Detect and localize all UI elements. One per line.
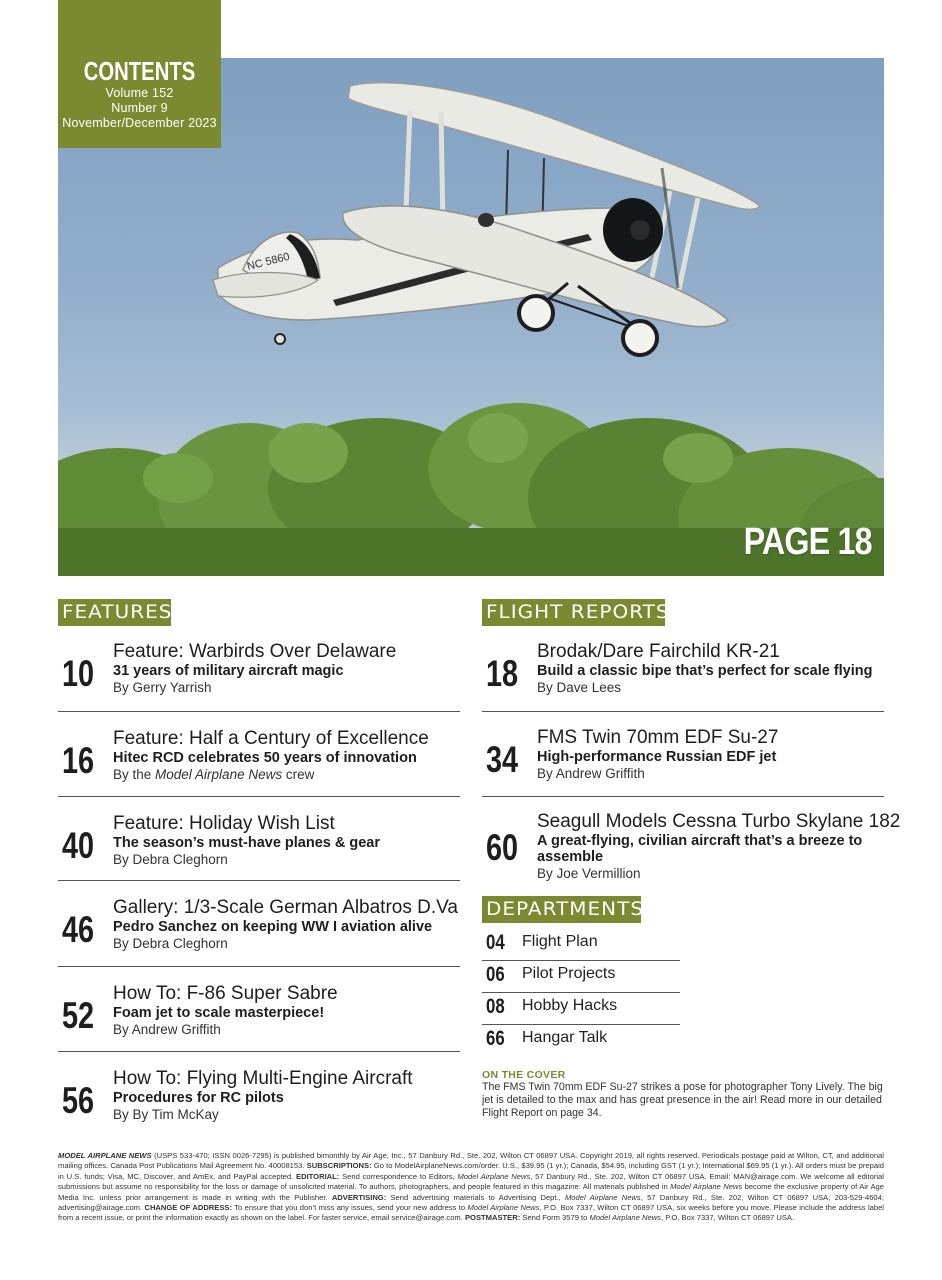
article-dek: A great-flying, civilian aircraft that’s a breeze to assemble bbox=[537, 833, 863, 865]
feature-entry[interactable] bbox=[58, 983, 460, 1049]
article-dek: Foam jet to scale masterpiece! bbox=[113, 1005, 325, 1021]
article-byline: By Debra Cleghorn bbox=[113, 852, 228, 867]
divider bbox=[58, 711, 460, 712]
publication-fine-print: MODEL AIRPLANE NEWS (USPS 533-470; ISSN 0026-7295) is published bimonthly by Air Age, Inc., 57 Danbury Rd., Ste. 202, Wilton CT 06897 USA. Copyright 2019, all rights reserved. Periodicals postage paid at Wilton, CT, and additional mailing offices. Canada Post Publications Mail Agreement No. 40008153. SUBSCRIPTIONS: Go to ModelAirplaneNews.com/order. U.S., $39.95 (1 yr.); Canada, $54.95, including GST (1 yr.); International $69.95 (1 yr.). All orders must be prepaid in U.S. funds; Visa, MC, Discover, and AmEx, and PayPal accepted. EDITORIAL: Send correspondence to Editors, Model Airplane News, 57 Danbury Rd., Ste. 202, Wilton CT 06897 USA. Email: MAN@airage.com. We welcome all editorial submissions but assume no responsibility for the loss or damage of unsolicited material. To authors, photographers, and people featured in this magazine: All materials published in Model Airplane News become the exclusive property of Air Age Media Inc. unless prior arrangement is made in writing with the Publisher. ADVERTISING: Send advertising materials to Advertising Dept., Model Airplane News, 57 Danbury Rd., Ste. 202, Wilton CT 06897 USA; 203-529-4604; advertising@airage.com. CHANGE OF ADDRESS: To ensure that you don’t miss any issues, send your new address to Model Airplane News, P.O. Box 7337, Wilton CT 06897 USA, six weeks before you move. Please include the address label from a recent issue, or print the information exactly as shown on the label. For faster service, email service@airage.com. POSTMASTER: Send Form 3579 to Model Airplane News, P.O. Box 7337, Wilton CT 06897 USA. bbox=[58, 1151, 885, 1223]
on-the-cover-text: The FMS Twin 70mm EDF Su-27 strikes a pose for photographer Tony Lively. The big jet is detailed to the max and has great presence in the air! Read more in our detailed Flight Report on page 34. bbox=[482, 1081, 883, 1119]
contents-title: CONTENTS bbox=[83, 56, 196, 86]
feature-entry[interactable] bbox=[58, 728, 460, 794]
department-label: Hobby Hacks bbox=[522, 997, 618, 1014]
divider bbox=[58, 880, 460, 881]
feature-entry[interactable] bbox=[58, 641, 460, 707]
article-dek: High-performance Russian EDF jet bbox=[537, 749, 777, 765]
article-byline: By Joe Vermillion bbox=[537, 866, 641, 881]
article-dek: Build a classic bipe that’s perfect for scale flying bbox=[537, 663, 873, 679]
divider bbox=[482, 796, 884, 797]
features-header: FEATURES bbox=[58, 599, 171, 626]
departments-header: DEPARTMENTS bbox=[482, 896, 641, 923]
page-number: 10 bbox=[62, 653, 95, 694]
department-label: Hangar Talk bbox=[522, 1029, 608, 1046]
article-title: Seagull Models Cessna Turbo Skylane 182 bbox=[537, 811, 901, 832]
article-byline: By Debra Cleghorn bbox=[113, 936, 228, 951]
article-title: FMS Twin 70mm EDF Su-27 bbox=[537, 727, 779, 748]
flight-report-entry[interactable] bbox=[482, 811, 901, 881]
page-number: 16 bbox=[62, 740, 95, 781]
page-number: 46 bbox=[62, 909, 95, 950]
tail-marking: NC 5860 bbox=[245, 250, 291, 273]
page-reference-label[interactable]: PAGE 18 bbox=[743, 521, 872, 563]
page-number: 66 bbox=[486, 1027, 505, 1050]
article-dek: Procedures for RC pilots bbox=[113, 1090, 284, 1106]
page-number: 40 bbox=[62, 825, 95, 866]
article-title: Gallery: 1/3-Scale German Albatros D.Va bbox=[113, 897, 458, 918]
flight-report-entry[interactable] bbox=[482, 727, 884, 793]
feature-entry[interactable] bbox=[58, 897, 460, 963]
article-dek: The season’s must-have planes & gear bbox=[113, 835, 381, 851]
article-byline: By Andrew Griffith bbox=[537, 766, 645, 781]
article-title: Feature: Holiday Wish List bbox=[113, 813, 335, 834]
divider bbox=[58, 1051, 460, 1052]
article-dek: 31 years of military aircraft magic bbox=[113, 663, 344, 679]
divider bbox=[58, 796, 460, 797]
page-number: 04 bbox=[486, 931, 505, 954]
flight-report-entry[interactable] bbox=[482, 641, 884, 707]
article-byline: By Andrew Griffith bbox=[113, 1022, 221, 1037]
article-title: Brodak/Dare Fairchild KR-21 bbox=[537, 641, 780, 662]
feature-entry[interactable] bbox=[58, 813, 460, 879]
article-byline: By Dave Lees bbox=[537, 680, 622, 695]
page-number: 08 bbox=[486, 995, 505, 1018]
page-number: 56 bbox=[62, 1080, 95, 1121]
article-title: How To: F-86 Super Sabre bbox=[113, 983, 338, 1004]
department-item[interactable] bbox=[482, 1025, 680, 1057]
issue-date-label: November/December 2023 bbox=[62, 116, 217, 130]
article-title: Feature: Warbirds Over Delaware bbox=[113, 641, 397, 662]
page-number: 52 bbox=[62, 995, 95, 1036]
department-label: Flight Plan bbox=[522, 933, 598, 950]
page-number: 34 bbox=[486, 739, 519, 780]
page-number: 18 bbox=[486, 653, 519, 694]
article-title: Feature: Half a Century of Excellence bbox=[113, 728, 429, 749]
article-byline: By Gerry Yarrish bbox=[113, 680, 212, 695]
feature-entry[interactable] bbox=[58, 1068, 460, 1134]
on-the-cover-heading: ON THE COVER bbox=[482, 1069, 566, 1081]
article-title: How To: Flying Multi-Engine Aircraft bbox=[113, 1068, 413, 1089]
number-label: Number 9 bbox=[111, 101, 168, 115]
page-number: 06 bbox=[486, 963, 505, 986]
contents-box bbox=[58, 0, 221, 148]
article-byline: By the Model Airplane News crew bbox=[113, 767, 315, 782]
department-item[interactable] bbox=[482, 929, 680, 961]
flight-reports-header: FLIGHT REPORTS bbox=[482, 599, 665, 626]
department-item[interactable] bbox=[482, 961, 680, 993]
article-byline: By By Tim McKay bbox=[113, 1107, 219, 1122]
article-dek: Hitec RCD celebrates 50 years of innovation bbox=[113, 750, 417, 766]
department-label: Pilot Projects bbox=[522, 965, 616, 982]
article-dek: Pedro Sanchez on keeping WW I aviation alive bbox=[113, 919, 433, 935]
page-number: 60 bbox=[486, 827, 519, 868]
divider bbox=[58, 966, 460, 967]
volume-label: Volume 152 bbox=[105, 86, 174, 100]
divider bbox=[482, 711, 884, 712]
department-item[interactable] bbox=[482, 993, 680, 1025]
